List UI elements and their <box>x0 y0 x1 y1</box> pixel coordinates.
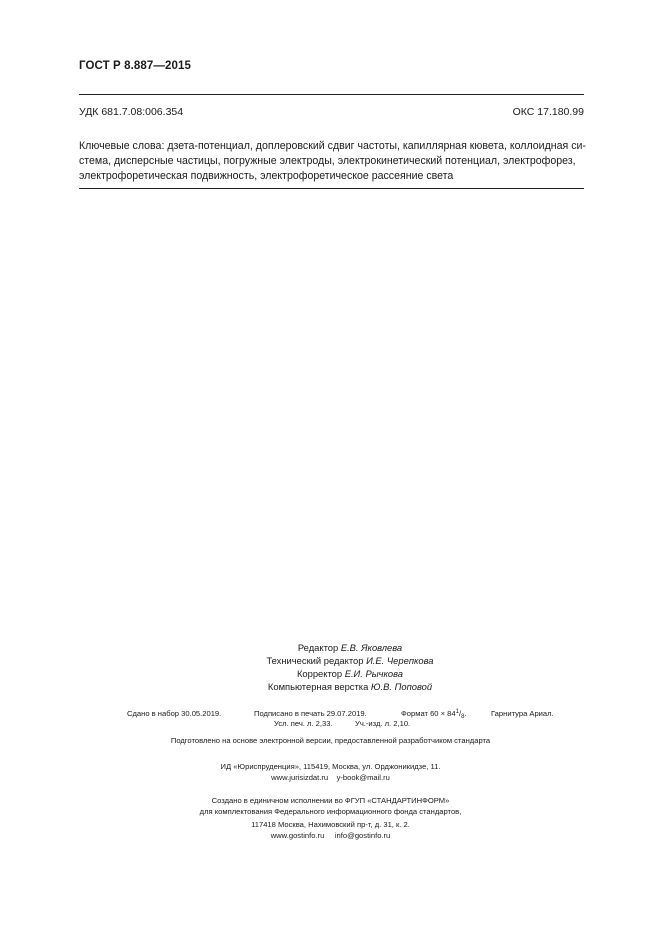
signed-date: Подписано в печать 29.07.2019. <box>254 709 367 718</box>
header-rule <box>79 94 584 95</box>
producer-line-2: для комплектования Федерального информационного фонда стандартов, <box>199 807 462 816</box>
submitted-date: Сдано в набор 30.05.2019. <box>127 709 222 718</box>
credit-role: Технический редактор <box>266 655 364 666</box>
credit-name: И.Е. Черепкова <box>366 655 434 666</box>
credit-corrector <box>200 668 500 679</box>
keywords-line: стема, дисперсные частицы, погружные электроды, электрокинетический потенциал, электрофорез, <box>79 155 576 168</box>
publisher-site-link[interactable]: www.jurisizdat.ru <box>271 773 329 782</box>
publisher-sheets: Уч.-изд. л. 2,10. <box>355 719 411 728</box>
credit-name: Е.В. Яковлева <box>340 642 403 653</box>
credit-role: Корректор <box>296 668 343 679</box>
printed-sheets: Усл. печ. л. 2,33. <box>274 719 333 728</box>
keywords-rule <box>79 188 584 189</box>
producer-address: 117418 Москва, Нахимовский пр-т, д. 31, к. 2. <box>251 820 410 829</box>
prepared-note: Подготовлено на основе электронной версии, предоставленной разработчиком стандарта <box>170 736 491 745</box>
producer-site-link[interactable]: www.gostinfo.ru <box>270 831 325 840</box>
udk-code: УДК 681.7.08:006.354 <box>79 106 184 118</box>
producer-email-link[interactable]: info@gostinfo.ru <box>334 831 391 840</box>
producer-contacts <box>0 831 661 840</box>
keywords-line: Ключевые слова: дзета-потенциал, доплеровский сдвиг частоты, капиллярная кювета, коллоидная си- <box>79 140 586 152</box>
font-info: Гарнитура Ариал. <box>491 709 554 718</box>
publisher-address: ИД «Юриспруденция», 115419, Москва, ул. Орджоникидзе, 11. <box>220 762 441 771</box>
credit-role: Редактор <box>297 642 339 653</box>
standard-code: ГОСТ Р 8.887—2015 <box>79 60 191 72</box>
credit-tech-editor <box>200 655 500 666</box>
publisher-contacts <box>0 773 661 782</box>
credit-name: Е.И. Рычкова <box>344 668 404 679</box>
format-prefix: Формат 60 × 84 <box>401 709 456 718</box>
format-numerator: 1 <box>455 709 459 715</box>
keywords-line: электрофоретическая подвижность, электрофоретическое рассеяние света <box>79 170 454 183</box>
publisher-email-link[interactable]: y-book@mail.ru <box>336 773 390 782</box>
format-denominator: 8 <box>461 714 465 720</box>
keywords-paragraph <box>79 139 586 185</box>
credit-layout <box>200 681 500 692</box>
format-info: Формат $60 \times 84^1/_8$. <box>401 709 467 720</box>
credit-name: Ю.В. Поповой <box>370 681 433 692</box>
credit-editor <box>200 642 500 653</box>
credit-role: Компьютерная верстка <box>267 681 369 692</box>
producer-line-1: Создано в единичном исполнении во ФГУП «СТАНДАРТИНФОРМ» <box>211 796 450 805</box>
format-suffix: . <box>464 709 467 718</box>
oks-code: ОКС 17.180.99 <box>512 106 584 118</box>
